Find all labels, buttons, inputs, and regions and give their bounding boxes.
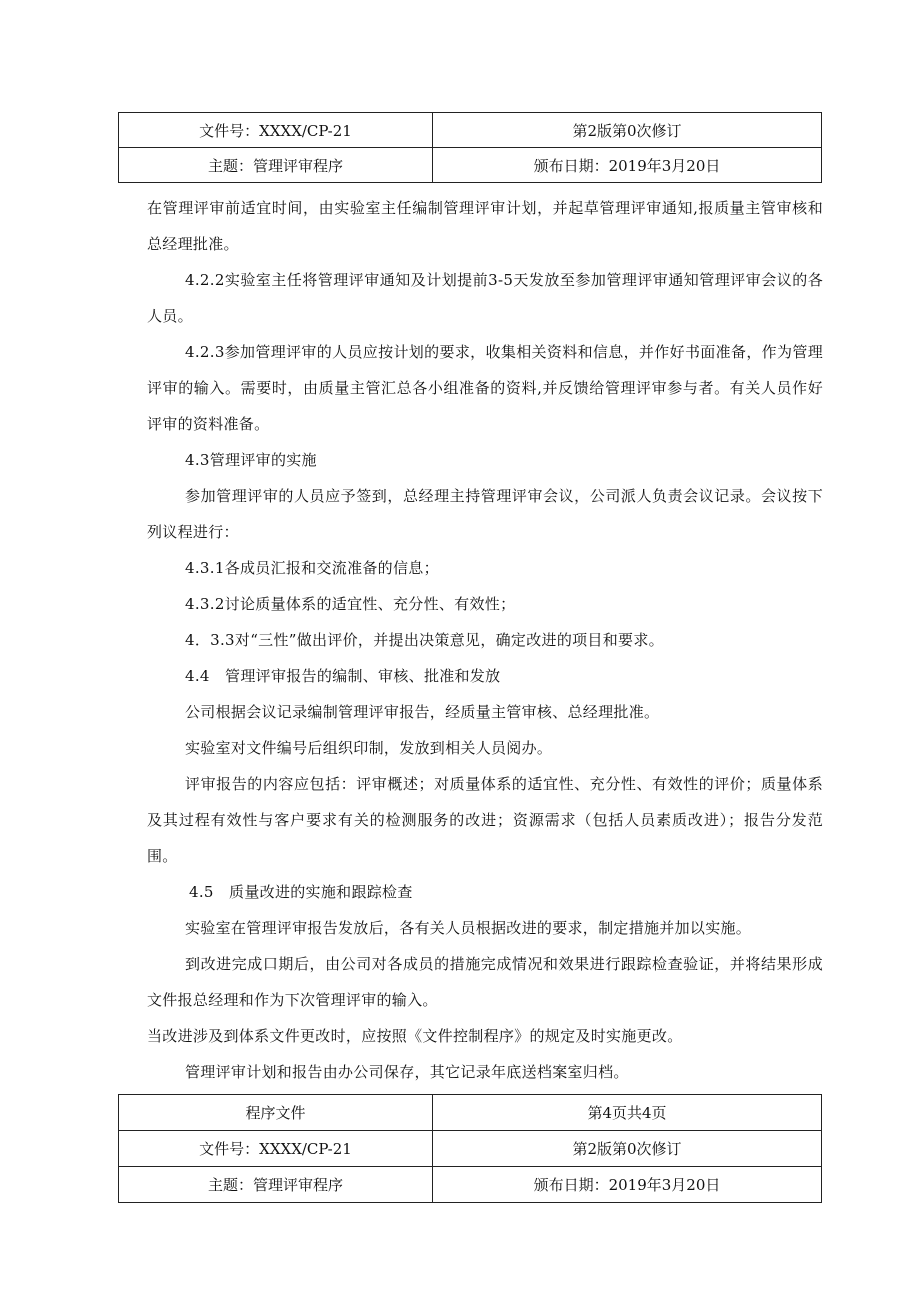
document-header-table [118, 112, 822, 183]
footer-row [119, 1167, 822, 1203]
footer-row [119, 1095, 822, 1131]
list-item: 4．3.3对“三性”做出评价，并提出决策意见，确定改进的项目和要求。 [185, 631, 664, 649]
document-footer-table [118, 1094, 822, 1203]
list-item: 4.3.2讨论质量体系的适宜性、充分性、有效性； [185, 595, 516, 613]
document-subject: 主题：管理评审程序 [119, 148, 433, 183]
paragraph: 实验室对文件编号后组织印制，发放到相关人员阅办。 [185, 739, 553, 757]
header-row [119, 113, 822, 148]
paragraph: 评审报告的内容应包括：评审概述；对质量体系的适宜性、充分性、有效性的评价；质量体系及其过程有效性与客户要求有关的检测服务的改进；资源需求（包括人员素质改进）；报告分发范围。 [147, 775, 823, 865]
header-row [119, 148, 822, 183]
paragraph: 4.2.2实验室主任将管理评审通知及计划提前3-5天发放至参加管理评审通知管理评审会议的各人员。 [147, 271, 823, 325]
paragraph: 参加管理评审的人员应予签到，总经理主持管理评审会议，公司派人负责会议记录。会议按下列议程进行： [147, 487, 823, 541]
document-number: 文件号：XXXX/CP-21 [119, 113, 433, 148]
paragraph: 当改进涉及到体系文件更改时，应按照《文件控制程序》的规定及时实施更改。 [147, 1027, 683, 1045]
section-heading: 4.3管理评审的实施 [185, 451, 317, 469]
paragraph: 管理评审计划和报告由办公司保存，其它记录年底送档案室归档。 [185, 1063, 629, 1081]
footer-row [119, 1131, 822, 1167]
issue-date: 颁布日期：2019年3月20日 [433, 1167, 822, 1203]
issue-date: 颁布日期：2019年3月20日 [433, 148, 822, 183]
document-body [147, 190, 823, 1090]
paragraph: 在管理评审前适宜时间，由实验室主任编制管理评审计划，并起草管理评审通知,报质量主管审核和总经理批准。 [147, 199, 823, 253]
section-heading: 4.4 管理评审报告的编制、审核、批准和发放 [185, 667, 501, 685]
document-type: 程序文件 [119, 1095, 433, 1131]
revision-info: 第2版第0次修订 [433, 113, 822, 148]
paragraph: 到改进完成口期后，由公司对各成员的措施完成情况和效果进行跟踪检查验证，并将结果形成文件报总经理和作为下次管理评审的输入。 [147, 955, 823, 1009]
paragraph: 4.2.3参加管理评审的人员应按计划的要求，收集相关资料和信息，并作好书面准备，作为管理评审的输入。需要时，由质量主管汇总各小组准备的资料,并反馈给管理评审参与者。有关人员作好评审的资料准备。 [147, 343, 823, 433]
list-item: 4.3.1各成员汇报和交流准备的信息； [185, 559, 439, 577]
paragraph: 公司根据会议记录编制管理评审报告，经质量主管审核、总经理批准。 [185, 703, 660, 721]
revision-info: 第2版第0次修订 [433, 1131, 822, 1167]
section-heading: 4.5 质量改进的实施和跟踪检查 [189, 883, 413, 901]
paragraph: 实验室在管理评审报告发放后，各有关人员根据改进的要求，制定措施并加以实施。 [185, 919, 752, 937]
document-number: 文件号：XXXX/CP-21 [119, 1131, 433, 1167]
page-number: 第4页共4页 [433, 1095, 822, 1131]
document-subject: 主题：管理评审程序 [119, 1167, 433, 1203]
